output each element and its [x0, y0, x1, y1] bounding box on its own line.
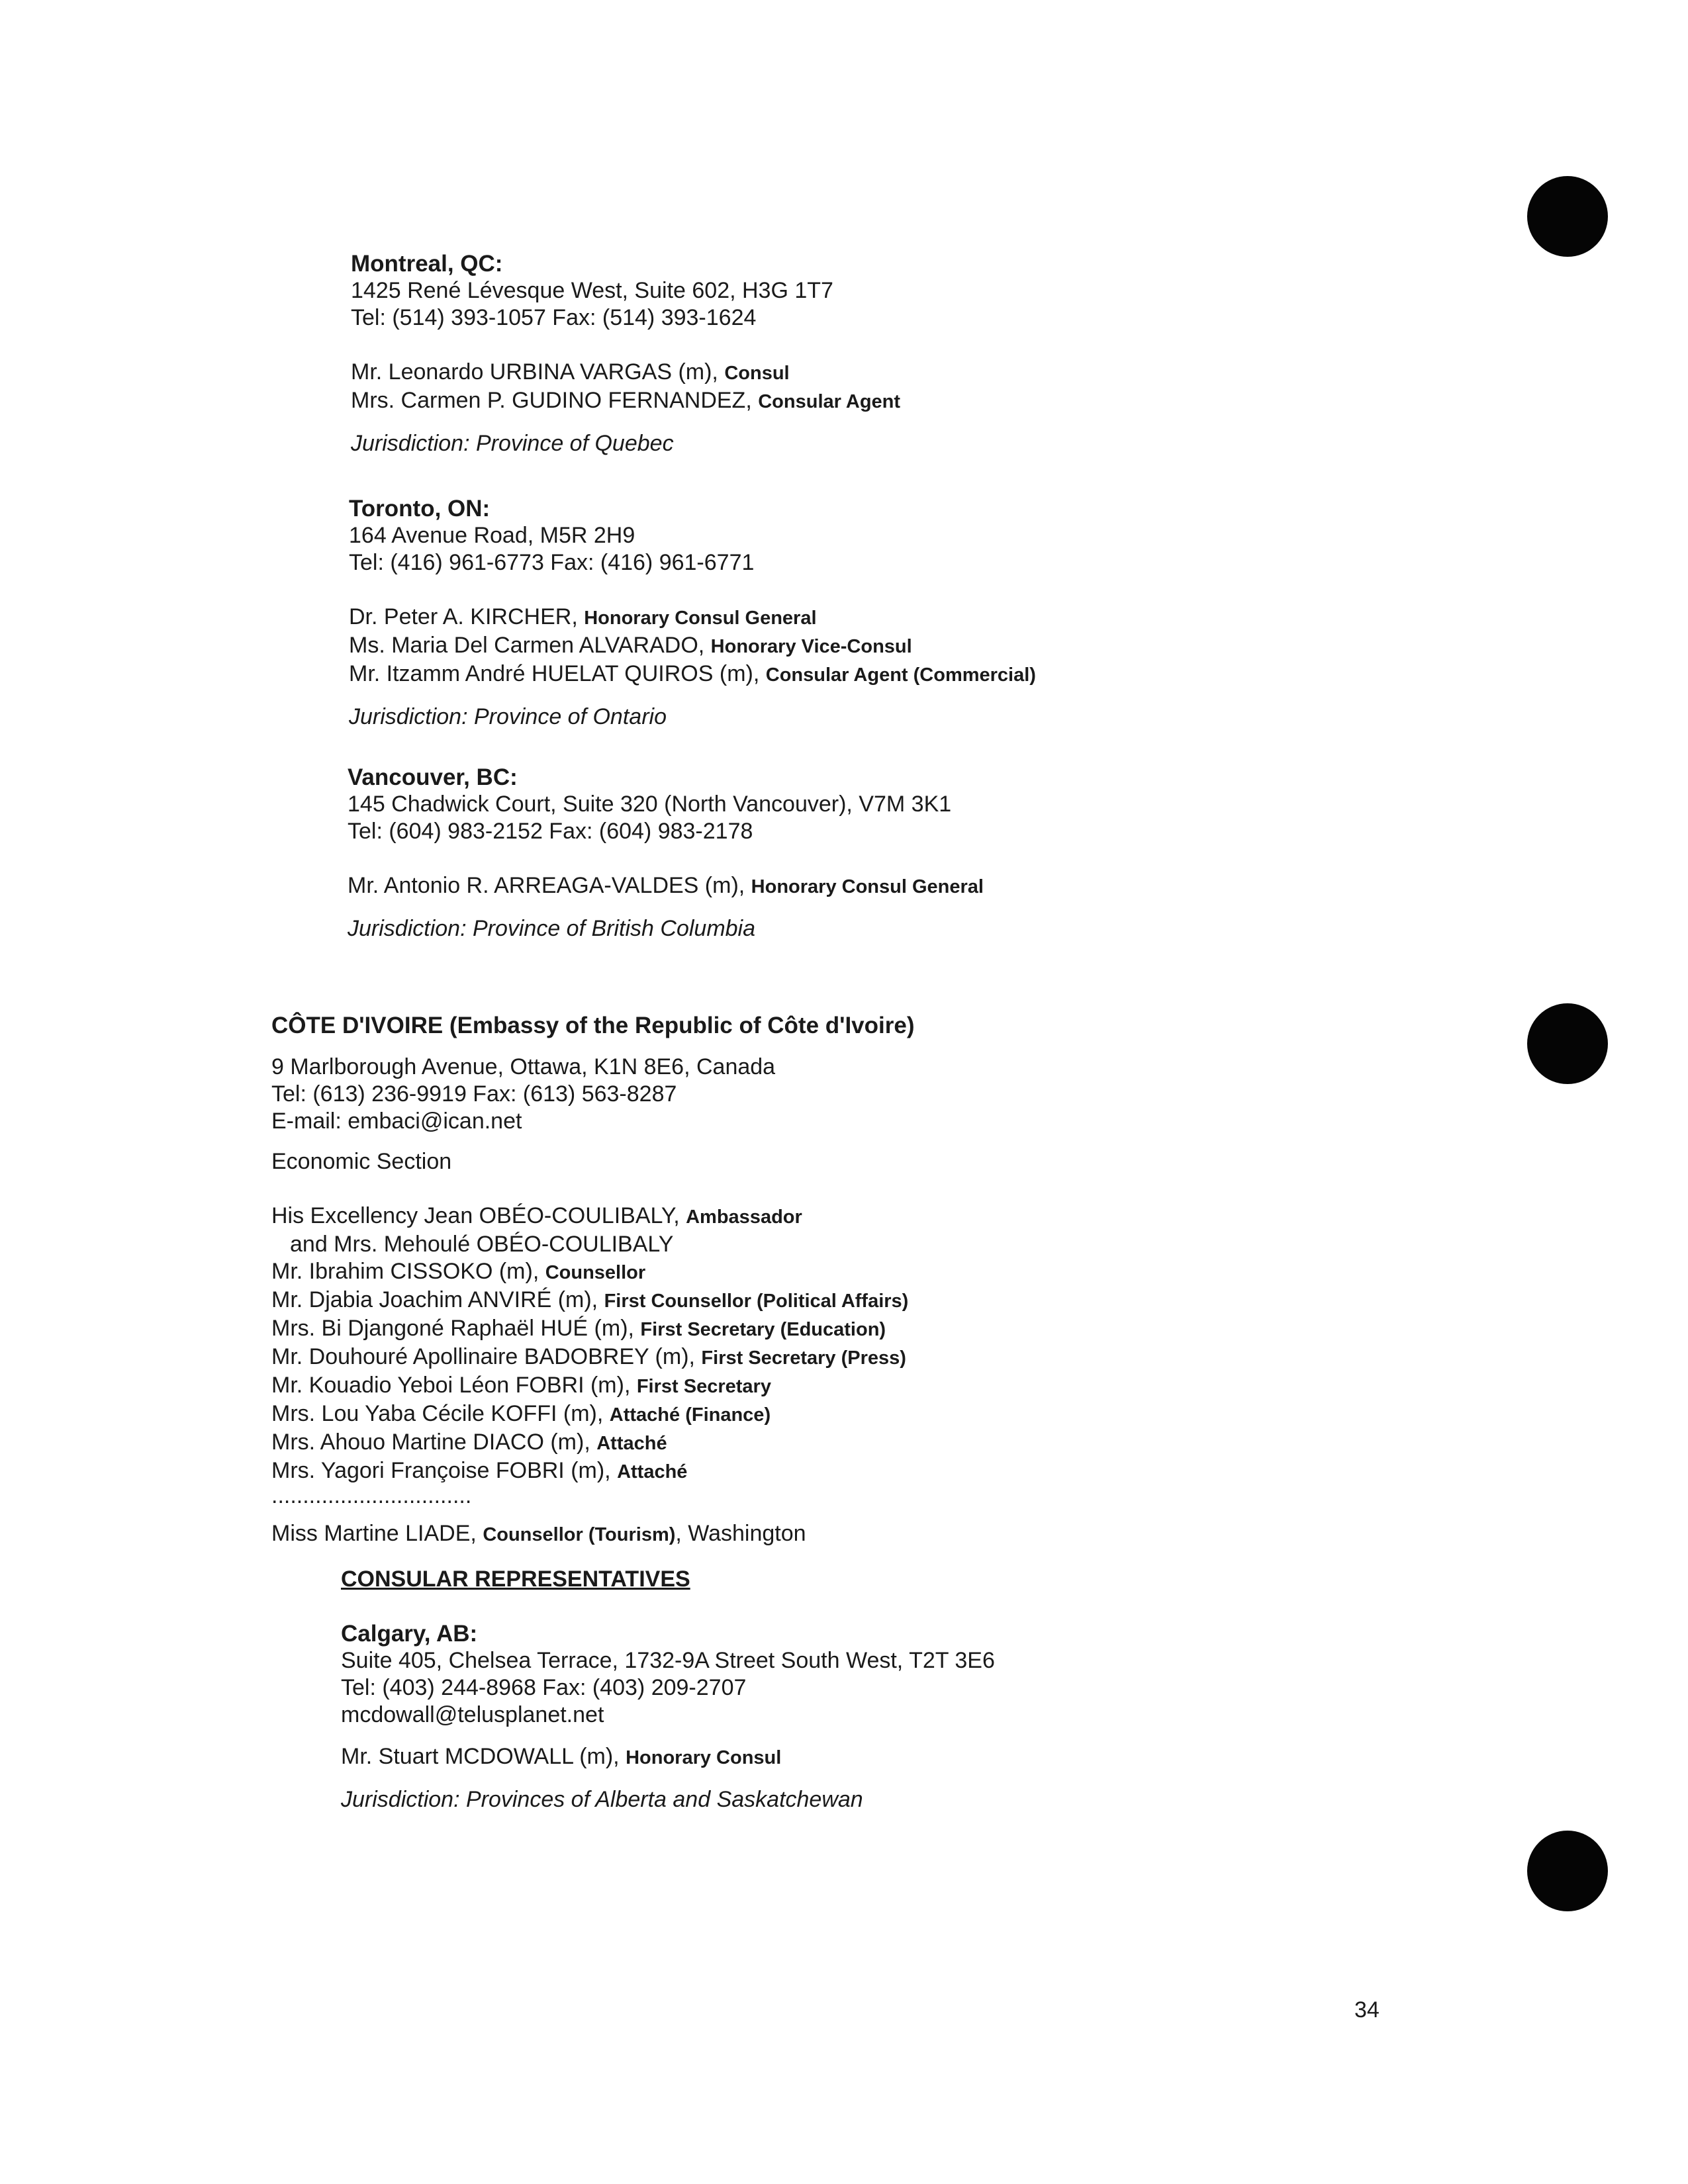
staff-row: Mrs. Bi Djangoné Raphaël HUÉ (m), First Secretary (Education) [271, 1316, 886, 1341]
staff-row: Mr. Douhouré Apollinaire BADOBREY (m), First Secretary (Press) [271, 1344, 906, 1369]
montreal-person-1: Mr. Leonardo URBINA VARGAS (m), Consul [351, 359, 790, 385]
vancouver-jurisdiction: Jurisdiction: Province of British Columbia [348, 916, 756, 941]
calgary-address: Suite 405, Chelsea Terrace, 1732-9A Street South West, T2T 3E6 [341, 1648, 995, 1673]
toronto-person-2: Ms. Maria Del Carmen ALVARADO, Honorary Vice-Consul [349, 633, 912, 658]
page-number: 34 [1354, 1997, 1380, 2023]
staff-row: Mrs. Yagori Françoise FOBRI (m), Attaché [271, 1458, 688, 1483]
staff-row: Mr. Djabia Joachim ANVIRÉ (m), First Counsellor (Political Affairs) [271, 1287, 909, 1312]
economic-section-label: Economic Section [271, 1149, 452, 1174]
cote-divoire-tel: Tel: (613) 236-9919 Fax: (613) 563-8287 [271, 1081, 677, 1107]
staff-row: Mr. Ibrahim CISSOKO (m), Counsellor [271, 1259, 646, 1284]
dotted-separator: ................................ [271, 1483, 472, 1508]
calgary-tel: Tel: (403) 244-8968 Fax: (403) 209-2707 [341, 1675, 747, 1700]
toronto-person-1: Dr. Peter A. KIRCHER, Honorary Consul General [349, 604, 817, 629]
staff-row: Mrs. Ahouo Martine DIACO (m), Attaché [271, 1430, 667, 1455]
toronto-tel: Tel: (416) 961-6773 Fax: (416) 961-6771 [349, 550, 755, 575]
cote-divoire-email: E-mail: embaci@ican.net [271, 1109, 522, 1134]
vancouver-address: 145 Chadwick Court, Suite 320 (North Vancouver), V7M 3K1 [348, 792, 952, 817]
binder-hole-bottom [1527, 1831, 1608, 1911]
cote-divoire-heading: CÔTE D'IVOIRE (Embassy of the Republic of Côte d'Ivoire) [271, 1013, 915, 1038]
toronto-address: 164 Avenue Road, M5R 2H9 [349, 523, 635, 548]
montreal-jurisdiction: Jurisdiction: Province of Quebec [351, 431, 674, 456]
consular-representatives-heading: CONSULAR REPRESENTATIVES [341, 1567, 690, 1592]
toronto-person-3: Mr. Itzamm André HUELAT QUIROS (m), Consular Agent (Commercial) [349, 661, 1036, 686]
vancouver-tel: Tel: (604) 983-2152 Fax: (604) 983-2178 [348, 819, 753, 844]
toronto-jurisdiction: Jurisdiction: Province of Ontario [349, 704, 667, 729]
consular-representatives-section [341, 1566, 995, 1813]
vancouver-heading: Vancouver, BC: [348, 764, 518, 790]
staff-row: Mrs. Lou Yaba Cécile KOFFI (m), Attaché (Finance) [271, 1401, 771, 1426]
toronto-heading: Toronto, ON: [349, 496, 491, 522]
calgary-person-1: Mr. Stuart MCDOWALL (m), Honorary Consul [341, 1744, 782, 1769]
staff-row: Mr. Kouadio Yeboi Léon FOBRI (m), First Secretary [271, 1373, 771, 1398]
calgary-heading: Calgary, AB: [341, 1621, 478, 1647]
binder-hole-middle [1527, 1003, 1608, 1084]
cote-divoire-address: 9 Marlborough Avenue, Ottawa, K1N 8E6, Canada [271, 1054, 776, 1079]
staff-row: and Mrs. Mehoulé OBÉO-COULIBALY [290, 1232, 674, 1257]
montreal-person-2: Mrs. Carmen P. GUDINO FERNANDEZ, Consular Agent [351, 388, 901, 413]
vancouver-section [348, 764, 984, 942]
staff-row: His Excellency Jean OBÉO-COULIBALY, Ambassador [271, 1203, 802, 1228]
binder-hole-top [1527, 176, 1608, 257]
calgary-jurisdiction: Jurisdiction: Provinces of Alberta and Saskatchewan [341, 1787, 863, 1812]
montreal-tel: Tel: (514) 393-1057 Fax: (514) 393-1624 [351, 305, 757, 330]
washington-staff-row: Miss Martine LIADE, Counsellor (Tourism), Washington [271, 1521, 806, 1546]
cote-divoire-section [271, 1012, 915, 1549]
montreal-address: 1425 René Lévesque West, Suite 602, H3G 1T7 [351, 278, 833, 303]
vancouver-person-1: Mr. Antonio R. ARREAGA-VALDES (m), Honorary Consul General [348, 873, 984, 898]
toronto-section [349, 495, 1036, 731]
calgary-email: mcdowall@telusplanet.net [341, 1702, 604, 1727]
montreal-heading: Montreal, QC: [351, 251, 503, 277]
montreal-section [351, 250, 900, 457]
